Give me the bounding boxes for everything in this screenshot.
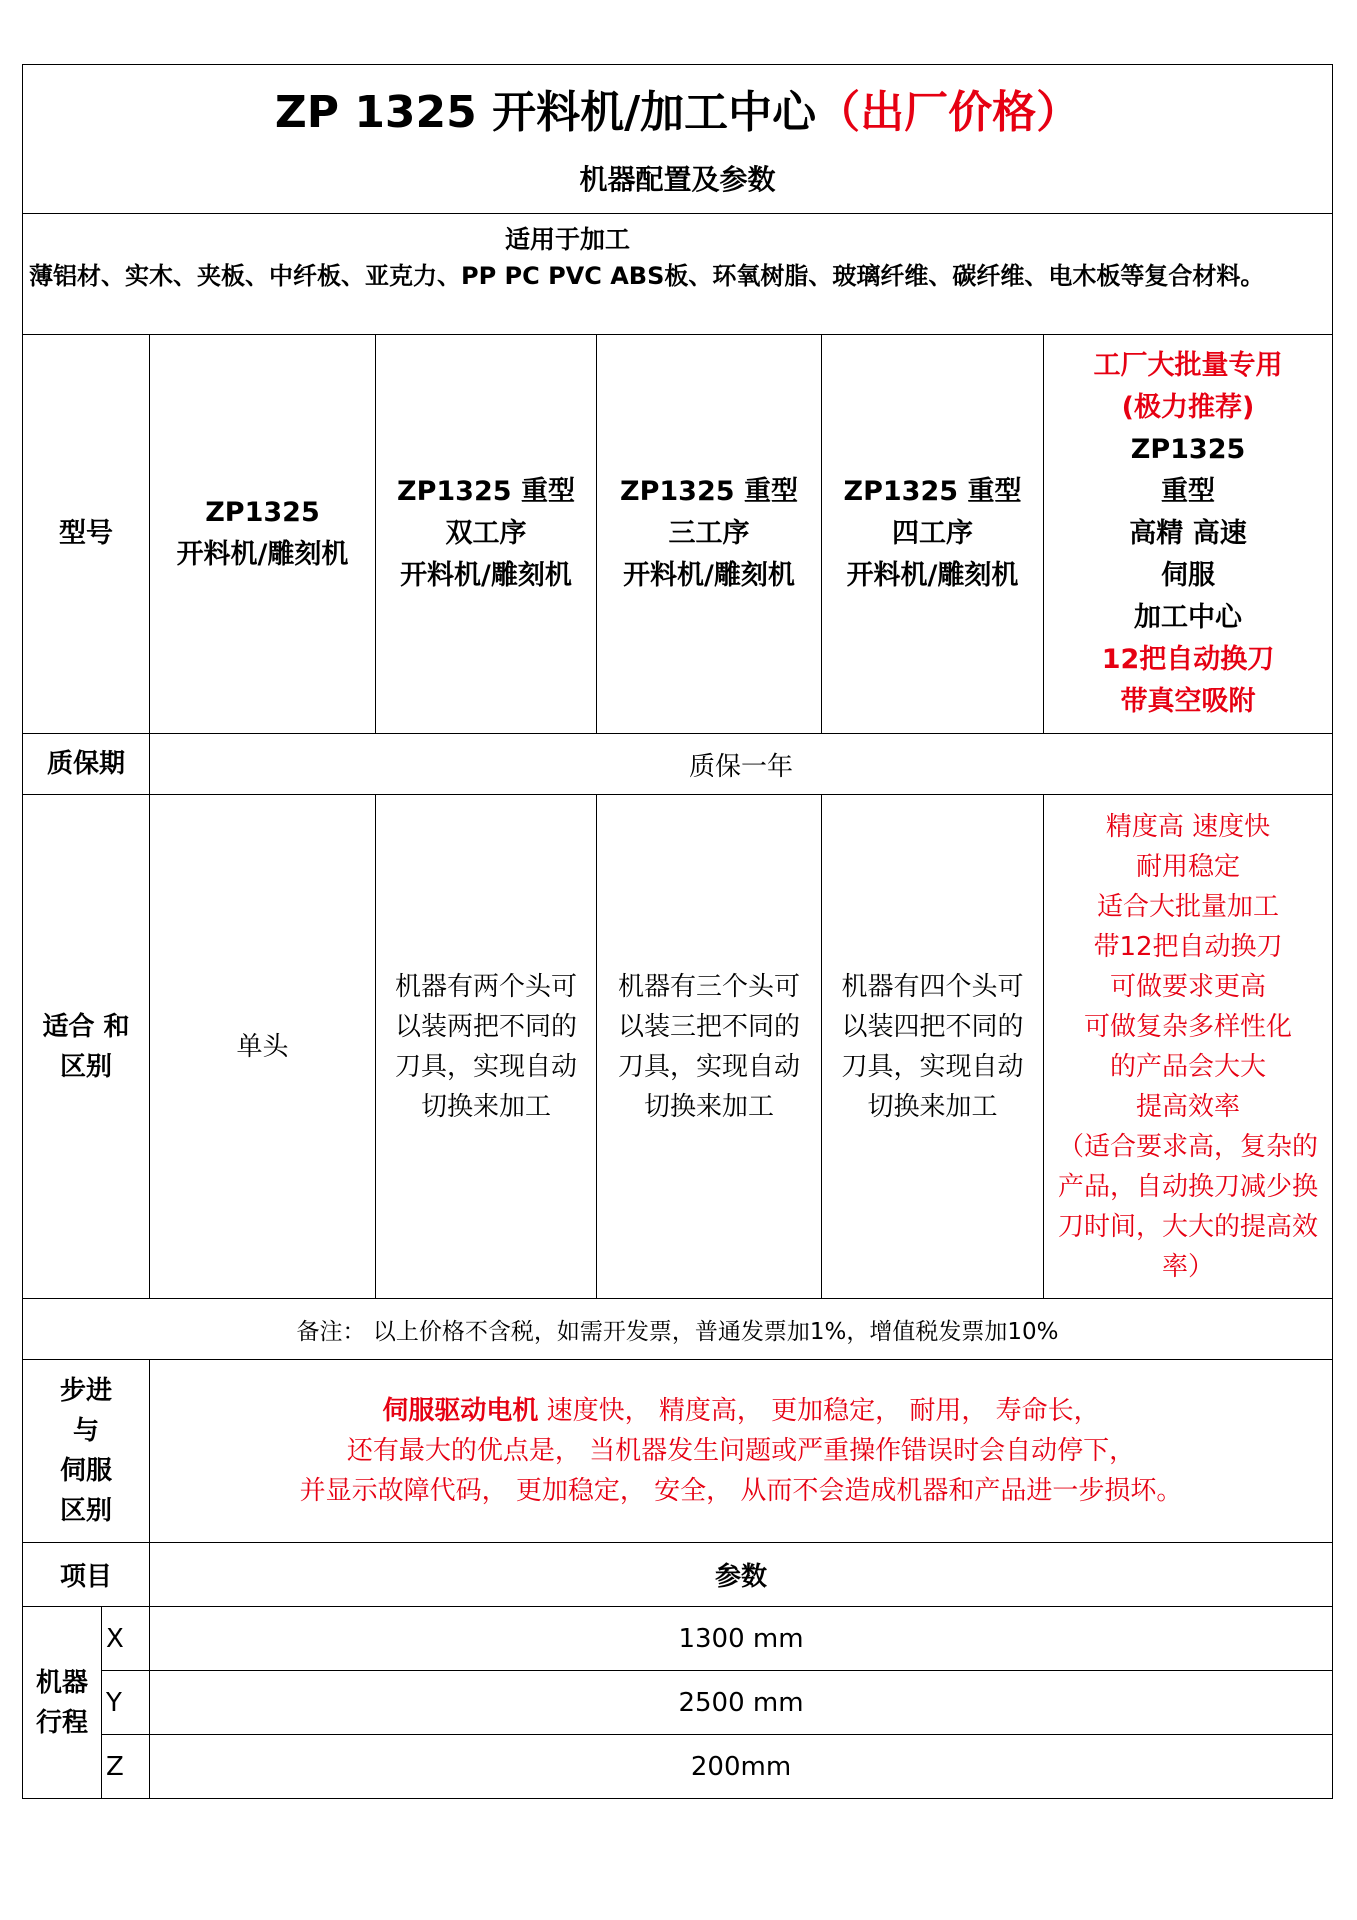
page-subtitle: 机器配置及参数 xyxy=(579,163,776,196)
model-col-1: ZP1325 开料机/雕刻机 xyxy=(150,335,376,734)
warranty-label: 质保期 xyxy=(23,734,150,795)
travel-x-value: 1300 mm xyxy=(150,1607,1333,1671)
param-header: 参数 xyxy=(150,1543,1333,1607)
item-header: 项目 xyxy=(23,1543,150,1607)
axis-z: Z xyxy=(102,1735,150,1799)
servo-lead: 伺服驱动电机 xyxy=(382,1396,539,1426)
servo-description xyxy=(150,1360,1333,1543)
fit-label: 适合 和 区别 xyxy=(23,795,150,1299)
applicable-materials: 薄铝材、实木、夹板、中纤板、亚克力、PP PC PVC ABS板、环氧树脂、玻璃纤维、碳纤维、电木板等复合材料。 xyxy=(29,262,1265,290)
fit-col-3: 机器有三个头可 以装三把不同的 刀具，实现自动 切换来加工 xyxy=(597,795,822,1299)
model-col-2: ZP1325 重型 双工序 开料机/雕刻机 xyxy=(376,335,597,734)
spec-table xyxy=(22,64,1333,1799)
fit-col-4: 机器有四个头可 以装四把不同的 刀具，实现自动 切换来加工 xyxy=(822,795,1044,1299)
fit-col-1: 单头 xyxy=(150,795,376,1299)
travel-label: 机器 行程 xyxy=(23,1607,102,1799)
spec-sheet xyxy=(22,64,1332,1799)
axis-x: X xyxy=(102,1607,150,1671)
applicable-cell xyxy=(23,214,1333,335)
travel-y-value: 2500 mm xyxy=(150,1671,1333,1735)
applicable-heading: 适用于加工 xyxy=(505,225,631,254)
servo-line-2: 还有最大的优点是， 当机器发生问题或严重操作错误时会自动停下， xyxy=(346,1436,1136,1466)
price-note: 备注： 以上价格不含税，如需开发票，普通发票加1%，增值税发票加10% xyxy=(23,1299,1333,1360)
servo-label: 步进 与 伺服 区别 xyxy=(23,1360,150,1543)
title-cell xyxy=(23,65,1333,214)
axis-y: Y xyxy=(102,1671,150,1735)
title-price: （出厂价格） xyxy=(816,87,1081,138)
model-label: 型号 xyxy=(23,335,150,734)
fit-col-2: 机器有两个头可 以装两把不同的 刀具，实现自动 切换来加工 xyxy=(376,795,597,1299)
title-main: ZP 1325 开料机/加工中心 xyxy=(274,87,817,138)
travel-z-value: 200mm xyxy=(150,1735,1333,1799)
servo-line-3: 并显示故障代码， 更加稳定， 安全， 从而不会造成机器和产品进一步损坏。 xyxy=(299,1476,1183,1506)
fit-col-5: 精度高 速度快 耐用稳定 适合大批量加工 带12把自动换刀 可做要求更高 可做复杂多样性化 的产品会大大 提高效率 （适合要求高，复杂的 产品，自动换刀减少换 刀时间，大大的提高效 率） xyxy=(1044,795,1333,1299)
warranty-value: 质保一年 xyxy=(150,734,1333,795)
model-col-4: ZP1325 重型 四工序 开料机/雕刻机 xyxy=(822,335,1044,734)
model-col-3: ZP1325 重型 三工序 开料机/雕刻机 xyxy=(597,335,822,734)
page-title xyxy=(23,84,1332,142)
servo-line-1: 速度快， 精度高， 更加稳定， 耐用， 寿命长， xyxy=(538,1396,1100,1426)
model-col-5: 工厂大批量专用 (极力推荐) ZP1325 重型 高精 高速 伺服 加工中心 12把自动换刀 带真空吸附 xyxy=(1044,335,1333,734)
